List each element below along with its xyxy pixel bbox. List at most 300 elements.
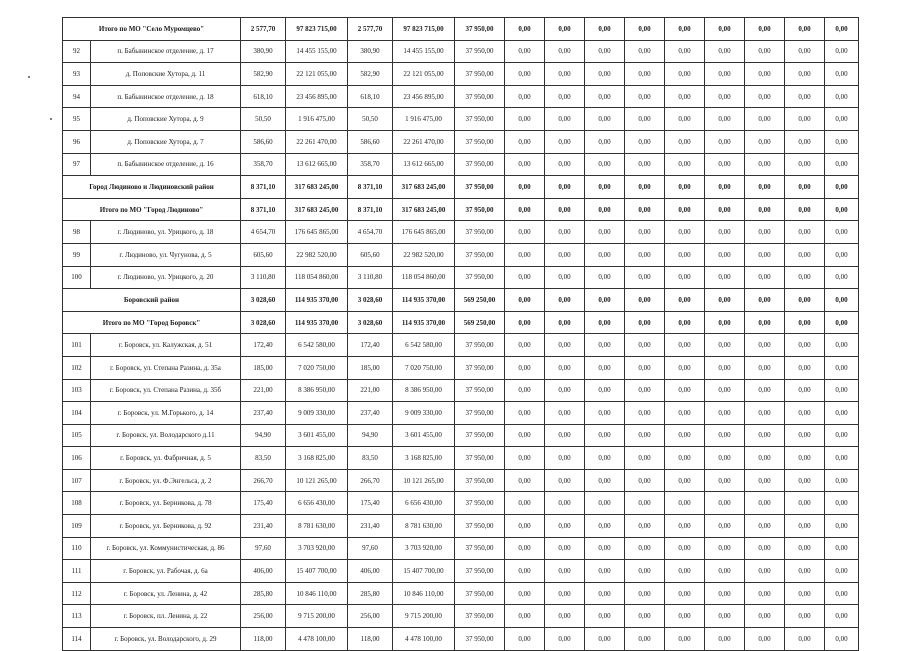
value-cell: 10 846 110,00 [393, 582, 455, 605]
value-cell: 8 781 630,00 [286, 515, 348, 538]
address-cell: г. Боровск, ул. Ф.Энгельса, д. 2 [91, 469, 241, 492]
value-cell: 3 168 825,00 [286, 447, 348, 470]
value-cell: 37 950,00 [455, 108, 505, 131]
value-cell: 118 054 860,00 [286, 266, 348, 289]
total-value-cell: 0,00 [585, 198, 625, 221]
value-cell: 0,00 [785, 582, 825, 605]
value-cell: 0,00 [625, 447, 665, 470]
value-cell: 0,00 [545, 537, 585, 560]
value-cell: 0,00 [785, 469, 825, 492]
value-cell: 0,00 [545, 130, 585, 153]
total-value-cell: 0,00 [705, 176, 745, 199]
table-row [63, 40, 859, 63]
row-number-cell: 101 [63, 334, 91, 357]
value-cell: 0,00 [705, 130, 745, 153]
value-cell: 0,00 [825, 130, 859, 153]
value-cell: 0,00 [625, 402, 665, 425]
value-cell: 0,00 [585, 605, 625, 628]
value-cell: 14 455 155,00 [393, 40, 455, 63]
value-cell: 0,00 [585, 424, 625, 447]
value-cell: 10 121 265,00 [286, 469, 348, 492]
total-value-cell: 0,00 [545, 311, 585, 334]
value-cell: 0,00 [825, 582, 859, 605]
value-cell: 0,00 [785, 356, 825, 379]
value-cell: 0,00 [665, 153, 705, 176]
value-cell: 0,00 [545, 108, 585, 131]
total-value-cell: 8 371,10 [241, 198, 286, 221]
value-cell: 8 386 950,00 [286, 379, 348, 402]
value-cell: 0,00 [545, 379, 585, 402]
value-cell: 605,60 [241, 243, 286, 266]
value-cell: 0,00 [545, 447, 585, 470]
value-cell: 0,00 [545, 560, 585, 583]
value-cell: 0,00 [505, 221, 545, 244]
value-cell: 0,00 [785, 402, 825, 425]
total-value-cell: 0,00 [625, 311, 665, 334]
value-cell: 0,00 [825, 537, 859, 560]
total-value-cell: 3 028,60 [241, 311, 286, 334]
total-value-cell: 0,00 [625, 18, 665, 41]
value-cell: 118 054 860,00 [393, 266, 455, 289]
value-cell: 0,00 [745, 243, 785, 266]
value-cell: 0,00 [745, 130, 785, 153]
value-cell: 0,00 [825, 334, 859, 357]
row-number-cell: 94 [63, 85, 91, 108]
address-cell: г. Боровск, ул. Калужская, д. 51 [91, 334, 241, 357]
value-cell: 358,70 [241, 153, 286, 176]
total-value-cell: 0,00 [785, 18, 825, 41]
value-cell: 22 261 470,00 [286, 130, 348, 153]
value-cell: 0,00 [785, 221, 825, 244]
value-cell: 0,00 [705, 153, 745, 176]
table-row [63, 85, 859, 108]
total-value-cell: 0,00 [505, 198, 545, 221]
total-value-cell: 3 028,60 [348, 311, 393, 334]
total-value-cell: 0,00 [785, 198, 825, 221]
total-value-cell: 0,00 [585, 18, 625, 41]
value-cell: 94,90 [348, 424, 393, 447]
value-cell: 0,00 [505, 537, 545, 560]
table-row [63, 537, 859, 560]
value-cell: 285,80 [348, 582, 393, 605]
value-cell: 231,40 [241, 515, 286, 538]
total-value-cell: 0,00 [705, 18, 745, 41]
total-value-cell: 0,00 [825, 176, 859, 199]
value-cell: 0,00 [585, 582, 625, 605]
value-cell: 0,00 [545, 628, 585, 651]
value-cell: 0,00 [665, 334, 705, 357]
table-body [63, 18, 859, 651]
value-cell: 7 020 750,00 [393, 356, 455, 379]
value-cell: 0,00 [665, 537, 705, 560]
value-cell: 22 261 470,00 [393, 130, 455, 153]
value-cell: 0,00 [705, 356, 745, 379]
table-row [63, 628, 859, 651]
total-value-cell: 0,00 [505, 311, 545, 334]
value-cell: 0,00 [665, 379, 705, 402]
total-title: Итого по МО "Село Муромцево" [63, 18, 241, 41]
table-row [63, 605, 859, 628]
value-cell: 0,00 [785, 447, 825, 470]
value-cell: 0,00 [705, 469, 745, 492]
value-cell: 0,00 [825, 424, 859, 447]
value-cell: 0,00 [785, 537, 825, 560]
address-cell: п. Бабынинское отделение, д. 17 [91, 40, 241, 63]
row-number-cell: 109 [63, 515, 91, 538]
value-cell: 0,00 [625, 515, 665, 538]
scan-speck [28, 76, 30, 78]
value-cell: 0,00 [505, 379, 545, 402]
total-row [63, 289, 859, 312]
total-value-cell: 0,00 [665, 311, 705, 334]
value-cell: 0,00 [505, 469, 545, 492]
value-cell: 0,00 [825, 221, 859, 244]
value-cell: 0,00 [665, 560, 705, 583]
value-cell: 0,00 [585, 356, 625, 379]
address-cell: г. Боровск, ул. Степана Разина, д. 35б [91, 379, 241, 402]
value-cell: 0,00 [705, 63, 745, 86]
value-cell: 8 386 950,00 [393, 379, 455, 402]
value-cell: 0,00 [705, 605, 745, 628]
row-number-cell: 97 [63, 153, 91, 176]
value-cell: 175,40 [348, 492, 393, 515]
total-value-cell: 3 028,60 [348, 289, 393, 312]
value-cell: 0,00 [665, 130, 705, 153]
value-cell: 0,00 [785, 85, 825, 108]
table-row [63, 402, 859, 425]
value-cell: 0,00 [505, 40, 545, 63]
value-cell: 0,00 [785, 243, 825, 266]
total-value-cell: 0,00 [545, 289, 585, 312]
value-cell: 0,00 [625, 108, 665, 131]
value-cell: 0,00 [505, 582, 545, 605]
table-row [63, 63, 859, 86]
total-title: Итого по МО "Город Боровск" [63, 311, 241, 334]
row-number-cell: 92 [63, 40, 91, 63]
value-cell: 0,00 [665, 628, 705, 651]
total-value-cell: 0,00 [705, 289, 745, 312]
value-cell: 0,00 [825, 402, 859, 425]
value-cell: 0,00 [505, 402, 545, 425]
value-cell: 22 121 055,00 [393, 63, 455, 86]
value-cell: 0,00 [505, 560, 545, 583]
total-value-cell: 114 935 370,00 [286, 311, 348, 334]
value-cell: 0,00 [625, 605, 665, 628]
value-cell: 0,00 [665, 266, 705, 289]
value-cell: 176 645 865,00 [393, 221, 455, 244]
total-value-cell: 0,00 [785, 289, 825, 312]
total-row [63, 176, 859, 199]
value-cell: 9 009 330,00 [393, 402, 455, 425]
value-cell: 0,00 [545, 243, 585, 266]
value-cell: 0,00 [625, 582, 665, 605]
value-cell: 0,00 [785, 492, 825, 515]
value-cell: 0,00 [745, 447, 785, 470]
row-number-cell: 110 [63, 537, 91, 560]
value-cell: 618,10 [348, 85, 393, 108]
row-number-cell: 114 [63, 628, 91, 651]
table-row [63, 492, 859, 515]
value-cell: 605,60 [348, 243, 393, 266]
value-cell: 0,00 [665, 356, 705, 379]
value-cell: 118,00 [241, 628, 286, 651]
value-cell: 0,00 [825, 492, 859, 515]
address-cell: г. Боровск, ул. Фабричная, д. 5 [91, 447, 241, 470]
value-cell: 83,50 [241, 447, 286, 470]
total-value-cell: 114 935 370,00 [286, 289, 348, 312]
total-value-cell: 317 683 245,00 [393, 176, 455, 199]
address-cell: д. Поповские Хутора, д. 7 [91, 130, 241, 153]
row-number-cell: 112 [63, 582, 91, 605]
value-cell: 0,00 [665, 243, 705, 266]
value-cell: 37 950,00 [455, 243, 505, 266]
total-value-cell: 317 683 245,00 [286, 198, 348, 221]
value-cell: 0,00 [665, 40, 705, 63]
value-cell: 37 950,00 [455, 628, 505, 651]
total-value-cell: 0,00 [505, 18, 545, 41]
total-value-cell: 0,00 [665, 176, 705, 199]
table-row [63, 515, 859, 538]
value-cell: 0,00 [585, 560, 625, 583]
table-row [63, 447, 859, 470]
value-cell: 0,00 [545, 469, 585, 492]
value-cell: 50,50 [348, 108, 393, 131]
total-value-cell: 8 371,10 [348, 176, 393, 199]
value-cell: 176 645 865,00 [286, 221, 348, 244]
total-value-cell: 0,00 [745, 289, 785, 312]
value-cell: 0,00 [545, 85, 585, 108]
value-cell: 0,00 [545, 40, 585, 63]
total-value-cell: 0,00 [825, 311, 859, 334]
total-value-cell: 8 371,10 [241, 176, 286, 199]
value-cell: 10 121 265,00 [393, 469, 455, 492]
value-cell: 0,00 [585, 628, 625, 651]
value-cell: 0,00 [785, 63, 825, 86]
value-cell: 0,00 [585, 379, 625, 402]
value-cell: 0,00 [825, 515, 859, 538]
table-row [63, 334, 859, 357]
address-cell: г. Боровск, ул. М.Горького, д. 14 [91, 402, 241, 425]
total-value-cell: 3 028,60 [241, 289, 286, 312]
value-cell: 0,00 [625, 63, 665, 86]
value-cell: 37 950,00 [455, 582, 505, 605]
value-cell: 37 950,00 [455, 469, 505, 492]
value-cell: 0,00 [545, 266, 585, 289]
value-cell: 0,00 [505, 424, 545, 447]
value-cell: 0,00 [625, 153, 665, 176]
total-value-cell: 0,00 [585, 289, 625, 312]
value-cell: 406,00 [241, 560, 286, 583]
value-cell: 37 950,00 [455, 379, 505, 402]
value-cell: 0,00 [745, 628, 785, 651]
total-value-cell: 0,00 [825, 18, 859, 41]
value-cell: 0,00 [785, 108, 825, 131]
value-cell: 37 950,00 [455, 356, 505, 379]
value-cell: 0,00 [825, 266, 859, 289]
total-value-cell: 0,00 [585, 176, 625, 199]
value-cell: 0,00 [545, 582, 585, 605]
address-cell: г. Боровск, ул. Рабочая, д. 6а [91, 560, 241, 583]
address-cell: г. Боровск, пл. Ленина, д. 22 [91, 605, 241, 628]
table-row [63, 356, 859, 379]
value-cell: 9 715 200,00 [393, 605, 455, 628]
value-cell: 6 542 580,00 [286, 334, 348, 357]
address-cell: г. Боровск, ул. Володарского д.11 [91, 424, 241, 447]
value-cell: 37 950,00 [455, 221, 505, 244]
total-value-cell: 2 577,70 [241, 18, 286, 41]
value-cell: 0,00 [785, 515, 825, 538]
value-cell: 0,00 [745, 40, 785, 63]
value-cell: 0,00 [665, 582, 705, 605]
value-cell: 0,00 [505, 605, 545, 628]
address-cell: г. Людиново, ул. Чугунова, д. 5 [91, 243, 241, 266]
value-cell: 4 478 100,00 [286, 628, 348, 651]
total-value-cell: 317 683 245,00 [286, 176, 348, 199]
row-number-cell: 106 [63, 447, 91, 470]
value-cell: 4 478 100,00 [393, 628, 455, 651]
value-cell: 0,00 [585, 266, 625, 289]
value-cell: 0,00 [745, 469, 785, 492]
value-cell: 0,00 [665, 447, 705, 470]
value-cell: 37 950,00 [455, 560, 505, 583]
row-number-cell: 99 [63, 243, 91, 266]
value-cell: 0,00 [705, 582, 745, 605]
value-cell: 0,00 [625, 469, 665, 492]
value-cell: 0,00 [665, 492, 705, 515]
value-cell: 0,00 [585, 40, 625, 63]
value-cell: 4 654,70 [348, 221, 393, 244]
value-cell: 0,00 [705, 515, 745, 538]
total-value-cell: 8 371,10 [348, 198, 393, 221]
value-cell: 0,00 [825, 379, 859, 402]
value-cell: 0,00 [745, 605, 785, 628]
table-row [63, 469, 859, 492]
value-cell: 185,00 [241, 356, 286, 379]
value-cell: 9 009 330,00 [286, 402, 348, 425]
value-cell: 37 950,00 [455, 492, 505, 515]
value-cell: 3 168 825,00 [393, 447, 455, 470]
value-cell: 172,40 [241, 334, 286, 357]
total-value-cell: 0,00 [785, 176, 825, 199]
value-cell: 0,00 [625, 221, 665, 244]
total-value-cell: 0,00 [665, 18, 705, 41]
address-cell: г. Боровск, ул. Ленина, д. 42 [91, 582, 241, 605]
value-cell: 0,00 [505, 447, 545, 470]
total-value-cell: 0,00 [745, 18, 785, 41]
value-cell: 22 121 055,00 [286, 63, 348, 86]
value-cell: 37 950,00 [455, 447, 505, 470]
value-cell: 221,00 [241, 379, 286, 402]
value-cell: 0,00 [505, 356, 545, 379]
value-cell: 0,00 [705, 40, 745, 63]
value-cell: 0,00 [745, 515, 785, 538]
total-value-cell: 0,00 [705, 311, 745, 334]
value-cell: 8 781 630,00 [393, 515, 455, 538]
value-cell: 0,00 [585, 153, 625, 176]
value-cell: 10 846 110,00 [286, 582, 348, 605]
value-cell: 0,00 [545, 402, 585, 425]
value-cell: 358,70 [348, 153, 393, 176]
total-row [63, 18, 859, 41]
value-cell: 3 601 455,00 [286, 424, 348, 447]
value-cell: 13 612 665,00 [286, 153, 348, 176]
value-cell: 1 916 475,00 [286, 108, 348, 131]
value-cell: 37 950,00 [455, 85, 505, 108]
value-cell: 0,00 [705, 221, 745, 244]
address-cell: г. Боровск, ул. Степана Разина, д. 35а [91, 356, 241, 379]
total-value-cell: 37 950,00 [455, 198, 505, 221]
value-cell: 0,00 [745, 108, 785, 131]
value-cell: 14 455 155,00 [286, 40, 348, 63]
row-number-cell: 107 [63, 469, 91, 492]
row-number-cell: 111 [63, 560, 91, 583]
value-cell: 0,00 [785, 424, 825, 447]
address-cell: г. Боровск, ул. Коммунистическая, д. 86 [91, 537, 241, 560]
total-value-cell: 0,00 [625, 176, 665, 199]
value-cell: 0,00 [825, 447, 859, 470]
value-cell: 0,00 [545, 515, 585, 538]
value-cell: 37 950,00 [455, 402, 505, 425]
value-cell: 0,00 [545, 356, 585, 379]
value-cell: 97,60 [241, 537, 286, 560]
value-cell: 0,00 [625, 334, 665, 357]
value-cell: 0,00 [585, 243, 625, 266]
value-cell: 266,70 [348, 469, 393, 492]
value-cell: 380,90 [241, 40, 286, 63]
value-cell: 37 950,00 [455, 424, 505, 447]
value-cell: 0,00 [585, 85, 625, 108]
value-cell: 256,00 [348, 605, 393, 628]
value-cell: 37 950,00 [455, 266, 505, 289]
total-value-cell: 0,00 [825, 289, 859, 312]
value-cell: 0,00 [825, 469, 859, 492]
total-value-cell: 0,00 [745, 311, 785, 334]
value-cell: 0,00 [545, 153, 585, 176]
value-cell: 0,00 [665, 424, 705, 447]
row-number-cell: 96 [63, 130, 91, 153]
address-cell: п. Бабынинское отделение, д. 16 [91, 153, 241, 176]
value-cell: 0,00 [585, 515, 625, 538]
value-cell: 0,00 [665, 402, 705, 425]
value-cell: 118,00 [348, 628, 393, 651]
value-cell: 0,00 [745, 379, 785, 402]
total-title: Город Людиново и Людиновский район [63, 176, 241, 199]
value-cell: 23 456 895,00 [393, 85, 455, 108]
value-cell: 380,90 [348, 40, 393, 63]
value-cell: 0,00 [825, 63, 859, 86]
value-cell: 0,00 [585, 492, 625, 515]
value-cell: 0,00 [825, 40, 859, 63]
value-cell: 185,00 [348, 356, 393, 379]
value-cell: 0,00 [505, 85, 545, 108]
value-cell: 37 950,00 [455, 63, 505, 86]
total-value-cell: 0,00 [665, 198, 705, 221]
total-value-cell: 0,00 [625, 289, 665, 312]
value-cell: 0,00 [785, 379, 825, 402]
value-cell: 0,00 [625, 40, 665, 63]
total-title: Боровский район [63, 289, 241, 312]
value-cell: 237,40 [348, 402, 393, 425]
value-cell: 0,00 [785, 40, 825, 63]
value-cell: 22 982 520,00 [393, 243, 455, 266]
table-row [63, 424, 859, 447]
value-cell: 0,00 [505, 63, 545, 86]
row-number-cell: 103 [63, 379, 91, 402]
total-value-cell: 317 683 245,00 [393, 198, 455, 221]
value-cell: 0,00 [585, 469, 625, 492]
row-number-cell: 100 [63, 266, 91, 289]
value-cell: 37 950,00 [455, 130, 505, 153]
